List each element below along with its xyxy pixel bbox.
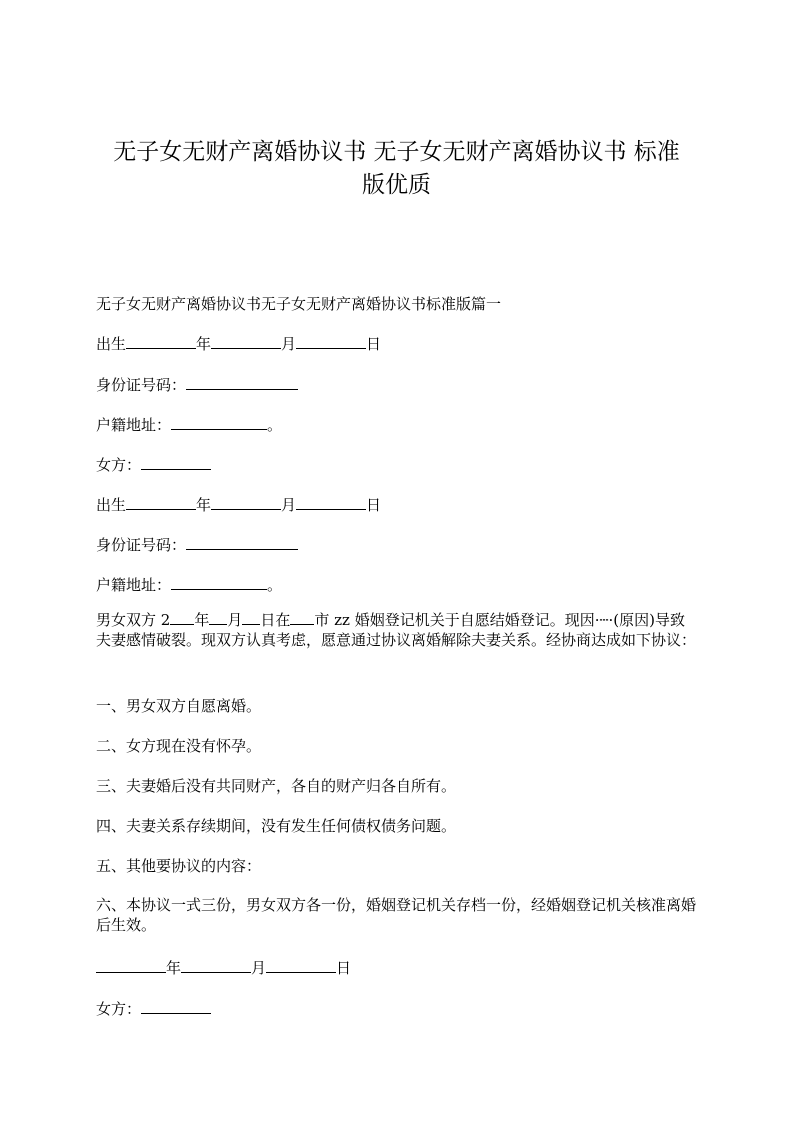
address-label: 户籍地址： [96, 576, 172, 594]
clause-5: 五、其他要协议的内容： [96, 857, 262, 875]
wife-line-1 [96, 455, 211, 475]
blank-field [171, 415, 267, 430]
month-label: 月 [251, 959, 267, 977]
blank-field [296, 495, 366, 510]
blank-field [242, 610, 260, 625]
blank-field [266, 958, 336, 973]
birth-label: 出生 [96, 496, 127, 514]
blank-field [141, 455, 211, 470]
period: 。 [267, 576, 283, 594]
signature-date-line [96, 958, 351, 978]
blank-field [126, 334, 196, 349]
intro-day: 日在 [260, 611, 291, 629]
blank-field [211, 495, 281, 510]
blank-field [186, 535, 298, 550]
document-title [80, 136, 713, 202]
year-label: 年 [196, 335, 212, 353]
wife-signature-line [96, 999, 211, 1019]
id-label: 身份证号码： [96, 376, 187, 394]
id-line-2 [96, 535, 298, 555]
blank-field [211, 334, 281, 349]
wife-label: 女方： [96, 456, 142, 474]
intro-paragraph [96, 610, 696, 650]
birth-label: 出生 [96, 335, 127, 353]
clause-4: 四、夫妻关系存续期间，没有发生任何债权债务问题。 [96, 817, 457, 835]
blank-field [170, 610, 194, 625]
period: 。 [267, 416, 283, 434]
intro-month: 月 [227, 611, 243, 629]
blank-field [126, 495, 196, 510]
blank-field [290, 610, 314, 625]
day-label: 日 [366, 335, 382, 353]
address-label: 户籍地址： [96, 416, 172, 434]
intro-rest: 市 zz 婚姻登记机关于自愿结婚登记。现因·┄·(原因)导致夫妻感情破裂。现双方认真考虑，愿意通过协议离婚解除夫妻关系。经协商达成如下协议： [96, 611, 697, 649]
address-line-2 [96, 575, 282, 595]
blank-field [296, 334, 366, 349]
year-label: 年 [166, 959, 182, 977]
day-label: 日 [366, 496, 382, 514]
id-label: 身份证号码： [96, 536, 187, 554]
month-label: 月 [281, 335, 297, 353]
subtitle: 无子女无财产离婚协议书无子女无财产离婚协议书标准版篇一 [96, 295, 502, 313]
blank-field [186, 375, 298, 390]
clause-1: 一、男女双方自愿离婚。 [96, 697, 262, 715]
address-line-1 [96, 415, 282, 435]
day-label: 日 [336, 959, 352, 977]
intro-year: 年 [194, 611, 210, 629]
blank-field [141, 999, 211, 1014]
id-line-1 [96, 375, 298, 395]
title-line-1: 无子女无财产离婚协议书 无子女无财产离婚协议书 标准 [113, 139, 680, 165]
blank-field [96, 958, 166, 973]
blank-field [181, 958, 251, 973]
year-label: 年 [196, 496, 212, 514]
title-line-2: 版优质 [362, 172, 431, 198]
clause-6: 六、本协议一式三份，男女双方各一份，婚姻登记机关存档一份，经婚姻登记机关核准离婚后生效。 [96, 896, 697, 934]
birth-line-1 [96, 334, 381, 354]
clause-2: 二、女方现在没有怀孕。 [96, 737, 262, 755]
month-label: 月 [281, 496, 297, 514]
birth-line-2 [96, 495, 381, 515]
clause-3: 三、夫妻婚后没有共同财产，各自的财产归各自所有。 [96, 777, 457, 795]
wife-label: 女方： [96, 1000, 142, 1018]
blank-field [209, 610, 227, 625]
blank-field [171, 575, 267, 590]
intro-start: 男女双方 2 [96, 611, 171, 629]
